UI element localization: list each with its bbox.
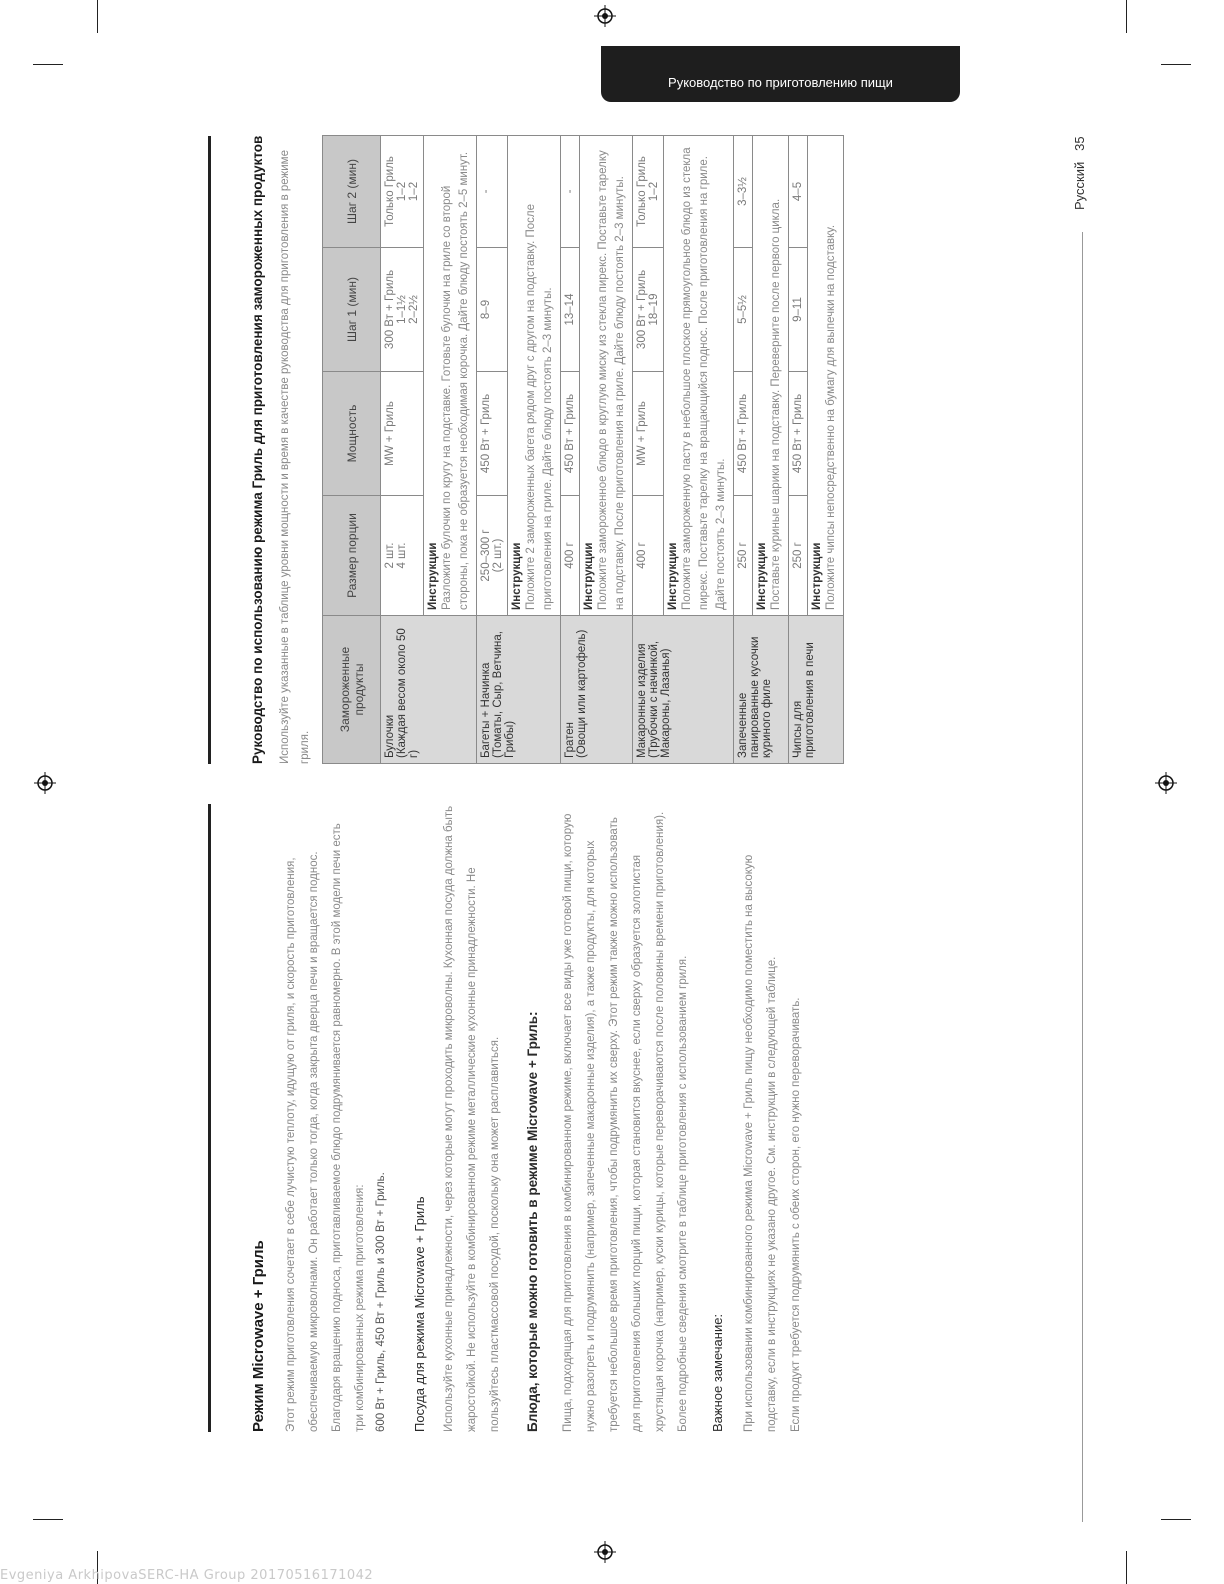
right-column-bar <box>208 136 211 764</box>
instruction-text: Положите 2 замороженных багета рядом друг с другом на подставку. После приготовления на гриле. Дайте блюду постоять 2–3 минуты. <box>525 204 554 610</box>
page-number: 35 <box>1072 136 1087 151</box>
instruction-label: Инструкции <box>667 542 679 610</box>
step1-cell: 300 Вт + Гриль 1–1½ 2–2½ <box>381 248 424 372</box>
step2-cell: 4–5 <box>789 136 808 248</box>
table-header: Замороженные продукты <box>323 616 381 764</box>
step2-cell: 3–3½ <box>734 136 753 248</box>
note-text-1: При использовании комбинированного режима Microwave + Гриль пищу необходимо поместить на высокую подставку, если в инструкциях не указано другое. См. инструкции в следующей таблице. <box>743 854 778 1432</box>
note-text-2: Если продукт требуется подрумянить с обеих сторон, его нужно переворачивать. <box>790 997 802 1432</box>
left-column-bar <box>208 804 211 1432</box>
table-header-row <box>323 136 381 764</box>
left-section-title: Режим Microwave + Гриль <box>250 1240 267 1432</box>
frozen-food-table <box>322 135 844 764</box>
table-row <box>381 136 424 764</box>
portion-cell: 250 г <box>734 496 753 616</box>
portion-cell: 2 шт. 4 шт. <box>381 496 424 616</box>
step1-cell: 13–14 <box>561 248 580 372</box>
left-modes-text: 600 Вт + Гриль, 450 Вт + Гриль и 300 Вт + Гриль. <box>375 1172 387 1432</box>
instruction-label: Инструкции <box>427 542 439 610</box>
table-row <box>477 136 508 764</box>
step1-cell: 8–9 <box>477 248 508 372</box>
instruction-text: Положите замороженную пасту в небольшое плоское прямоугольное блюдо из стекла пирекс. Поставьте тарелку на вращающийся поднос. После приготовления на гриле. Дайте постоять 2–3 минуты. <box>681 147 727 610</box>
instruction-text: Разложите булочки по кругу на подставке. Готовьте булочки на гриле со второй стороны, пока не образуется необходимая корочка. Дайте блюду постоять 2–5 минут. <box>441 151 470 610</box>
product-cell: Гратен (Овощи или картофель) <box>561 616 633 764</box>
portion-cell: 250–300 г (2 шт.) <box>477 496 508 616</box>
step1-cell: 300 Вт + Гриль 18–19 <box>633 248 664 372</box>
power-cell: 450 Вт + Гриль <box>561 372 580 496</box>
portion-cell: 250 г <box>789 496 808 616</box>
instruction-label: Инструкции <box>583 542 595 610</box>
power-cell: 450 Вт + Гриль <box>734 372 753 496</box>
power-cell: 450 Вт + Гриль <box>789 372 808 496</box>
dishes-text: Пища, подходящая для приготовления в комбинированном режиме, включает все виды уже готовой пищи, которую нужно разогреть и подрумянить (например, запеченные макаронные изделия), а также продукты, для которых требуется небольшое время приготовления, чтобы подрумянить их сверху. Этот режим также можно использовать для приготовления больших порций пищи, которая становится вкуснее, если сверху образуется золотистая хрустящая корочка (например, куски курицы, которые переворачиваются после половины времени приготовления). Более подробные сведения смотрите в таблице приготовления с использованием гриля. <box>562 811 689 1432</box>
instruction-text: Положите чипсы непосредственно на бумагу для выпечки на подставку. <box>825 224 837 610</box>
product-cell: Макаронные изделия (Трубочки с начинкой, Макароны, Лазанья) <box>633 616 734 764</box>
table-row <box>633 136 664 764</box>
power-cell: 450 Вт + Гриль <box>477 372 508 496</box>
step2-cell: Только Гриль 1–2 <box>633 136 664 248</box>
instruction-label: Инструкции <box>756 542 768 610</box>
cookware-heading: Посуда для режима Microwave + Гриль <box>412 1196 427 1432</box>
table-row <box>789 136 808 764</box>
product-cell: Запеченные панированные кусочки куриного филе <box>734 616 789 764</box>
cookware-text: Используйте кухонные принадлежности, через которые могут проходить микроволны. Кухонная посуда должна быть жаростойкой. Не используйте в комбинированном режиме металлические кухонные принадлежности. Не пользуйтесь пластмассовой посудой, поскольку она может расплавиться. <box>443 805 501 1432</box>
step2-cell: - <box>561 136 580 248</box>
product-cell: Багеты + Начинка (Томаты, Сыр, Ветчина, Грибы) <box>477 616 561 764</box>
portion-cell: 400 г <box>561 496 580 616</box>
power-cell: MW + Гриль <box>381 372 424 496</box>
instruction-label: Инструкции <box>511 542 523 610</box>
table-header: Мощность <box>323 372 381 496</box>
product-cell: Булочки (Каждая весом около 50 г) <box>381 616 477 764</box>
table-row <box>734 136 753 764</box>
product-cell: Чипсы для приготовления в печи <box>789 616 844 764</box>
right-intro-text: Используйте указанные в таблице уровни мощности и время в качестве руководства для приготовления в режиме гриля. <box>279 150 311 764</box>
power-cell: MW + Гриль <box>633 372 664 496</box>
step2-cell: Только Гриль 1–2 1–2 <box>381 136 424 248</box>
table-header: Шаг 2 (мин) <box>323 136 381 248</box>
page-language: Русский <box>1072 161 1087 210</box>
instruction-text: Поставьте куриные шарики на подставку. Переверните после первого цикла. <box>770 198 782 610</box>
step1-cell: 9–11 <box>789 248 808 372</box>
right-section-title: Руководство по использованию режима Гриль для приготовления замороженных продуктов <box>250 135 265 764</box>
table-row <box>561 136 580 764</box>
table-header: Шаг 1 (мин) <box>323 248 381 372</box>
instruction-text: Положите замороженное блюдо в круглую миску из стекла пирекс. Поставьте тарелку на подставку. После приготовления на гриле. Дайте блюду постоять 2–3 минуты. <box>597 150 626 610</box>
header-label: Руководство по приготовлению пищи <box>668 75 893 90</box>
left-intro-text: Этот режим приготовления сочетает в себе лучистую теплоту, идущую от гриля, и скорость приготовления, обеспечиваемую микроволнами. Он работает только тогда, когда закрыта дверца печи и вращается поднос. Благодаря вращению подноса, приготавливаемое блюдо подрумянивается равномерно. В этой модели печи есть три комбинированных режима приготовления: <box>285 823 366 1432</box>
table-header: Размер порции <box>323 496 381 616</box>
instruction-label: Инструкции <box>811 542 823 610</box>
step2-cell: - <box>477 136 508 248</box>
portion-cell: 400 г <box>633 496 664 616</box>
note-heading: Важное замечание: <box>710 1313 725 1432</box>
step1-cell: 5–5½ <box>734 248 753 372</box>
dishes-heading: Блюда, которые можно готовить в режиме Microwave + Гриль: <box>525 1011 540 1432</box>
footer-tag: Evgeniya ArkhipovaSERC-HA Group 20170516171042 <box>0 1568 374 1583</box>
